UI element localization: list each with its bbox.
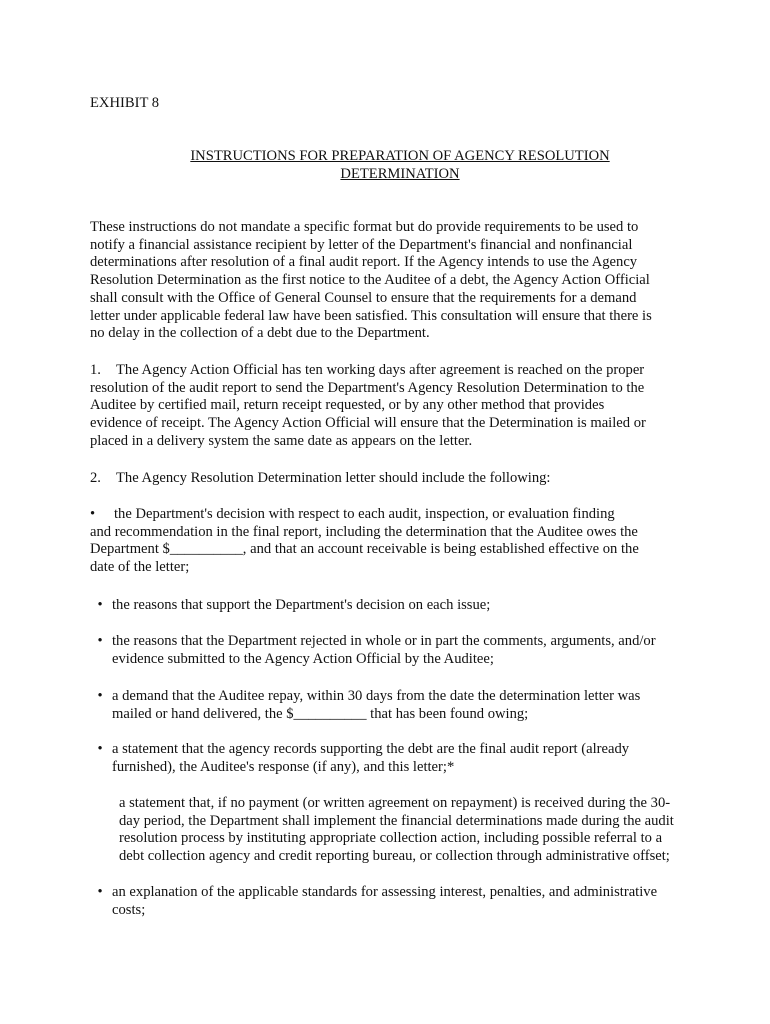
bullet-line: mailed or hand delivered, the $__________ that has been found owing; bbox=[112, 705, 529, 722]
intro-line: shall consult with the Office of General Counsel to ensure that the requirements for a demand bbox=[90, 289, 637, 306]
item-2-paragraph bbox=[90, 470, 682, 488]
bullet-icon: • bbox=[97, 597, 103, 613]
item-1-line: 1. The Agency Action Official has ten working days after agreement is reached on the proper bbox=[90, 362, 645, 378]
bullet-line: a statement that the agency records supporting the debt are the final audit report (already bbox=[112, 741, 630, 757]
item-1-paragraph bbox=[90, 362, 682, 451]
bullet-line: a demand that the Auditee repay, within 30 days from the date the determination letter was bbox=[112, 688, 641, 704]
bullet-line: an explanation of the applicable standards for assessing interest, penalties, and administrative bbox=[112, 884, 658, 900]
intro-line: Resolution Determination as the first notice to the Auditee of a debt, the Agency Action Official bbox=[90, 272, 650, 289]
first-bullet-line: date of the letter; bbox=[90, 559, 190, 576]
indented-line: debt collection agency and credit reporting bureau, or collection through administrative offset; bbox=[119, 848, 670, 865]
first-bullet-item bbox=[90, 506, 682, 577]
title-line-1: INSTRUCTIONS FOR PREPARATION OF AGENCY RESOLUTION bbox=[190, 148, 610, 164]
item-2-number: 2. bbox=[90, 470, 101, 486]
intro-line: These instructions do not mandate a specific format but do provide requirements to be used to bbox=[90, 219, 639, 235]
title-line-2: DETERMINATION bbox=[340, 165, 460, 182]
bullet-line: furnished), the Auditee's response (if any), and this letter;* bbox=[112, 758, 455, 775]
indented-statement bbox=[119, 795, 709, 866]
bullet-line: costs; bbox=[112, 901, 146, 918]
intro-paragraph bbox=[90, 219, 682, 343]
intro-line: determinations after resolution of a final audit report. If the Agency intends to use the Agency bbox=[90, 254, 638, 271]
first-bullet-line: Department $__________, and that an account receivable is being established effective on the bbox=[90, 541, 639, 558]
bullet-icon: • bbox=[97, 884, 103, 900]
indented-line: a statement that, if no payment (or written agreement on repayment) is received during the 30- bbox=[119, 795, 671, 811]
indented-line: resolution process by instituting appropriate collection action, including possible referral to a bbox=[119, 830, 663, 847]
first-bullet-line: • the Department's decision with respect to each audit, inspection, or evaluation finding bbox=[90, 506, 615, 522]
first-bullet-line: and recommendation in the final report, including the determination that the Auditee owes the bbox=[90, 523, 638, 540]
bullet-line: the reasons that the Department rejected in whole or in part the comments, arguments, and/or bbox=[112, 633, 656, 649]
intro-line: no delay in the collection of a debt due to the Department. bbox=[90, 325, 430, 342]
bullet-icon: • bbox=[90, 506, 96, 522]
item-1-line: evidence of receipt. The Agency Action Official will ensure that the Determination is mailed or bbox=[90, 415, 646, 432]
item-1-number: 1. bbox=[90, 362, 101, 378]
item-1-line: resolution of the audit report to send the Department's Agency Resolution Determination to the bbox=[90, 379, 645, 396]
intro-line: notify a financial assistance recipient by letter of the Department's financial and nonfinancial bbox=[90, 236, 633, 253]
bullet-icon: • bbox=[97, 688, 103, 704]
bullet-icon: • bbox=[97, 741, 103, 757]
item-1-line: Auditee by certified mail, return receipt requested, or by any other method that provides bbox=[90, 397, 605, 414]
bullet-line: the reasons that support the Department's decision on each issue; bbox=[112, 597, 491, 613]
intro-line: letter under applicable federal law have been satisfied. This consultation will ensure that there is bbox=[90, 307, 652, 324]
item-2-line: 2. The Agency Resolution Determination letter should include the following: bbox=[90, 470, 551, 486]
indented-line: day period, the Department shall implement the financial determinations made during the audit bbox=[119, 812, 674, 829]
bullet-icon: • bbox=[97, 633, 103, 649]
bullet-line: evidence submitted to the Agency Action Official by the Auditee; bbox=[112, 650, 494, 667]
item-1-line: placed in a delivery system the same date as appears on the letter. bbox=[90, 432, 473, 449]
exhibit-label: EXHIBIT 8 bbox=[90, 95, 160, 111]
document-title bbox=[90, 148, 710, 183]
